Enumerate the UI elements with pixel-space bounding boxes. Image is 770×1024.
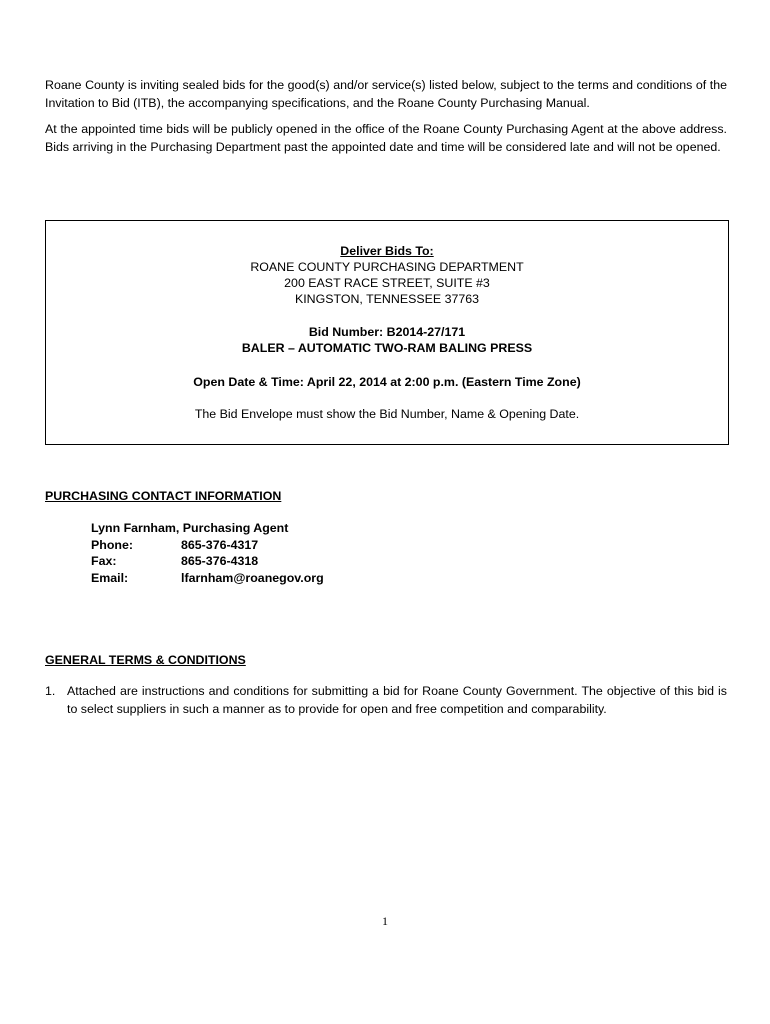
phone-value: 865-376-4317 [181,537,259,552]
deliver-heading: Deliver Bids To: [340,244,434,258]
intro-section [45,77,727,156]
bid-number: Bid Number: B2014-27/171 [308,325,466,339]
address-line-1: ROANE COUNTY PURCHASING DEPARTMENT [250,260,524,274]
envelope-note: The Bid Envelope must show the Bid Number, Name & Opening Date. [194,407,580,421]
contact-block [91,520,324,586]
intro-paragraph-1: Roane County is inviting sealed bids for the good(s) and/or service(s) listed below, subject to the terms and conditions of the Invitation to Bid (ITB), the accompanying specifications, and the Roane County Purchasing Manual. [45,78,727,110]
bid-info-block [46,324,728,356]
intro-paragraph-2: At the appointed time bids will be publicly opened in the office of the Roane County Purchasing Agent at the above address. Bids arriving in the Purchasing Department past the appointed date and time will be considered late and will not be opened. [45,122,727,154]
fax-row [91,553,324,570]
phone-row [91,537,324,554]
contact-heading: PURCHASING CONTACT INFORMATION [45,489,282,503]
email-label: Email: [91,570,129,585]
deliver-bids-box [45,220,729,445]
fax-label: Fax: [91,554,117,568]
fax-value: 865-376-4318 [181,554,259,568]
page-number: 1 [382,914,388,928]
email-value: lfarnham@roanegov.org [181,570,324,585]
bid-title: BALER – AUTOMATIC TWO-RAM BALING PRESS [241,341,533,355]
address-line-3: KINGSTON, TENNESSEE 37763 [294,292,480,306]
deliver-address-block [46,243,728,307]
terms-item-1 [45,683,727,718]
phone-label: Phone: [91,537,133,552]
open-date: Open Date & Time: April 22, 2014 at 2:00 p.m. (Eastern Time Zone) [193,375,581,389]
email-row [91,570,324,587]
terms-heading: GENERAL TERMS & CONDITIONS [45,653,246,667]
contact-name: Lynn Farnham, Purchasing Agent [91,521,289,535]
terms-item-text: Attached are instructions and conditions for submitting a bid for Roane County Government. The objective of this bid is to select suppliers in such a manner as to provide for open and free competition and comparability. [67,684,727,716]
terms-item-number: 1. [45,684,56,698]
address-line-2: 200 EAST RACE STREET, SUITE #3 [284,276,490,290]
